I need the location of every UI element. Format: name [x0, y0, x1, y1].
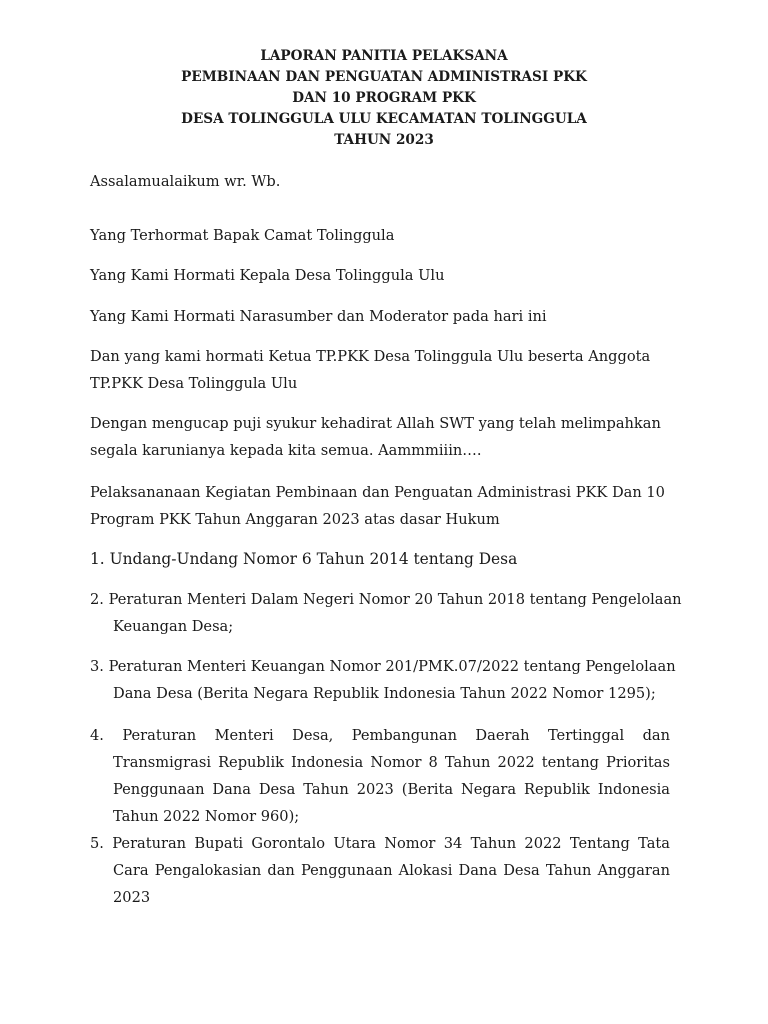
- legal-item-text: Peraturan Menteri Keuangan Nomor 201/PMK.07/2022 tentang Pengelolaan: [108, 658, 676, 675]
- legal-item-3: [90, 653, 676, 707]
- title-line-4: DESA TOLINGGULA ULU KECAMATAN TOLINGGULA: [181, 111, 587, 127]
- legal-item-number: 4.: [90, 727, 104, 744]
- legal-item-text: Peraturan Menteri Dalam Negeri Nomor 20 Tahun 2018 tentang Pengelolaan: [108, 591, 682, 608]
- legal-item-number: 1.: [90, 550, 105, 568]
- legal-item-continuation: Cara Pengalokasian dan Penggunaan Alokasi Dana Desa Tahun Anggaran: [113, 862, 670, 879]
- legal-item-number: 3.: [90, 658, 104, 675]
- intro-paragraph: [90, 479, 680, 533]
- title-line-2: PEMBINAAN DAN PENGUATAN ADMINISTRASI PKK: [181, 69, 587, 85]
- salutation-ketua-tp-pkk: [90, 343, 680, 397]
- legal-item-2: [90, 586, 682, 640]
- legal-item-continuation: Keuangan Desa;: [113, 618, 234, 635]
- legal-item-5: [90, 830, 670, 911]
- legal-item-continuation: Tahun 2022 Nomor 960);: [113, 808, 300, 825]
- legal-item-text: Undang-Undang Nomor 6 Tahun 2014 tentang Desa: [109, 550, 518, 568]
- title-line-1: LAPORAN PANITIA PELAKSANA: [260, 48, 508, 64]
- salutation-ketua-line-1: Dan yang kami hormati Ketua TP.PKK Desa Tolinggula Ulu beserta Anggota: [90, 348, 651, 365]
- title-line-3: DAN 10 PROGRAM PKK: [292, 90, 476, 106]
- intro-line-2: Program PKK Tahun Anggaran 2023 atas dasar Hukum: [90, 511, 500, 528]
- legal-item-continuation: Dana Desa (Berita Negara Republik Indonesia Tahun 2022 Nomor 1295);: [113, 685, 656, 702]
- salutation-ketua-line-2: TP.PKK Desa Tolinggula Ulu: [90, 375, 298, 392]
- salutation-kepala-desa: Yang Kami Hormati Kepala Desa Tolinggula Ulu: [90, 267, 445, 284]
- legal-item-number: 2.: [90, 591, 104, 608]
- gratitude-paragraph: [90, 410, 680, 464]
- gratitude-line-2: segala karunianya kepada kita semua. Aammmiiin….: [90, 442, 482, 459]
- gratitude-line-1: Dengan mengucap puji syukur kehadirat Allah SWT yang telah melimpahkan: [90, 415, 661, 432]
- salutation-narasumber: Yang Kami Hormati Narasumber dan Moderator pada hari ini: [90, 308, 547, 325]
- legal-item-continuation: Penggunaan Dana Desa Tahun 2023 (Berita Negara Republik Indonesia: [113, 781, 670, 798]
- report-title: [90, 46, 678, 151]
- title-line-5: TAHUN 2023: [334, 132, 434, 148]
- legal-item-text: Peraturan Bupati Gorontalo Utara Nomor 34 Tahun 2022 Tentang Tata: [112, 835, 671, 852]
- legal-item-1: [90, 546, 670, 573]
- legal-item-continuation: 2023: [113, 889, 151, 906]
- legal-item-continuation: Transmigrasi Republik Indonesia Nomor 8 Tahun 2022 tentang Prioritas: [113, 754, 670, 771]
- legal-item-4: [90, 722, 670, 830]
- greeting: Assalamualaikum wr. Wb.: [90, 173, 281, 190]
- legal-item-text: Peraturan Menteri Desa, Pembangunan Daerah Tertinggal dan: [122, 727, 671, 744]
- intro-line-1: Pelaksananaan Kegiatan Pembinaan dan Penguatan Administrasi PKK Dan 10: [90, 484, 665, 501]
- legal-item-number: 5.: [90, 835, 104, 852]
- salutation-camat: Yang Terhormat Bapak Camat Tolinggula: [90, 227, 395, 244]
